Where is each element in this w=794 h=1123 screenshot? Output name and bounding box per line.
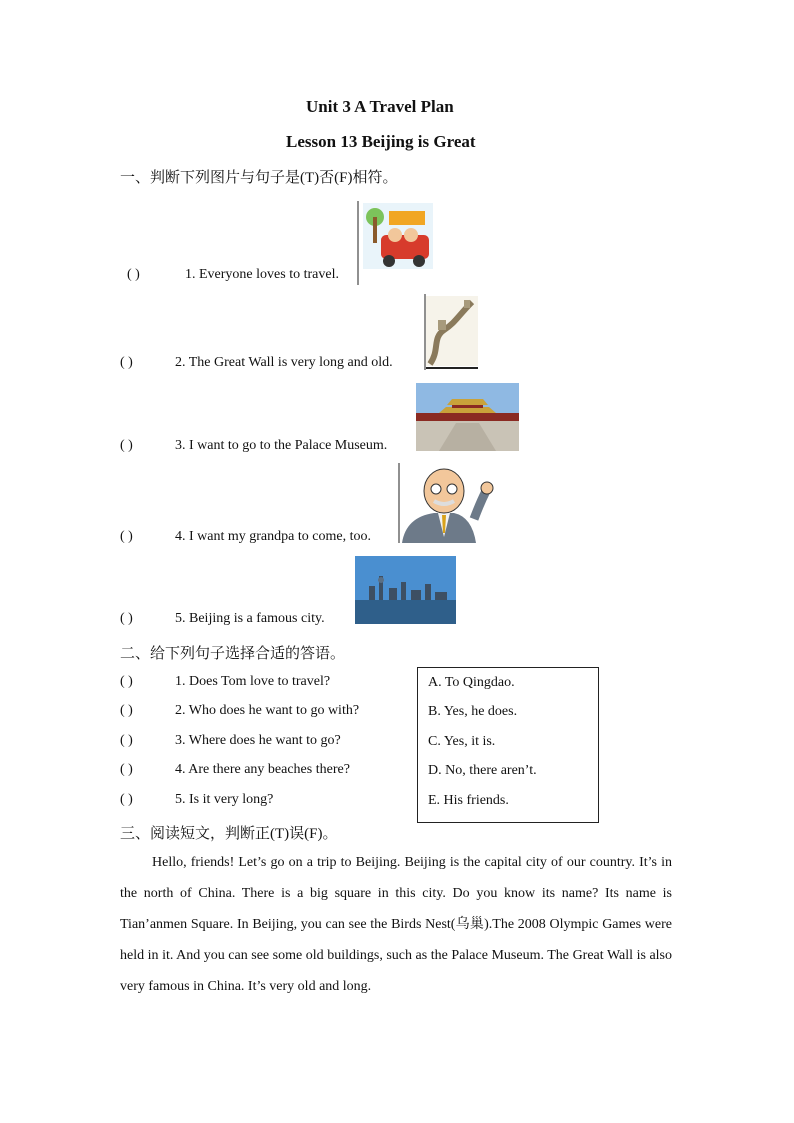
answer-blank[interactable]: ( ) — [120, 355, 133, 370]
answer-blank[interactable]: ( ) — [120, 792, 133, 807]
reading-passage: Hello, friends! Let’s go on a trip to Beijing. Beijing is the capital city of our country. It’s in the north of China. There is a big square in this city. Do you know its name? Its name is Tian’anmen Square. In Beijing, you can see the Birds Nest(乌巢).The 2008 Olympic Games were held in it. And you can see some old buildings, such as the Palace Museum. The Great Wall is also very famous in China. It’s very old and long. — [120, 855, 672, 994]
answer-option: A. To Qingdao. — [428, 675, 515, 690]
unit-title: Unit 3 A Travel Plan — [306, 97, 454, 116]
statement-text: 3. I want to go to the Palace Museum. — [175, 438, 388, 453]
section-1-heading: 一、判断下列图片与句子是(T)否(F)相符。 — [120, 170, 398, 186]
answer-option: C. Yes, it is. — [428, 734, 496, 749]
family-car-picture — [357, 201, 435, 285]
answer-blank[interactable]: ( ) — [120, 674, 133, 689]
answer-blank[interactable]: ( ) — [120, 703, 133, 718]
question-text: 2. Who does he want to go with? — [175, 703, 360, 718]
question-text: 4. Are there any beaches there? — [175, 762, 350, 777]
section-3-heading: 三、阅读短文，判断正(T)误(F)。 — [120, 826, 338, 842]
great-wall-picture — [424, 294, 480, 370]
answer-blank[interactable]: ( ) — [120, 733, 133, 748]
answer-blank[interactable]: ( ) — [120, 611, 133, 626]
question-text: 1. Does Tom love to travel? — [175, 674, 331, 689]
grandpa-picture — [398, 463, 496, 543]
section-2-heading: 二、给下列句子选择合适的答语。 — [120, 646, 346, 662]
question-text: 3. Where does he want to go? — [175, 733, 341, 748]
lesson-title: Lesson 13 Beijing is Great — [286, 132, 476, 151]
answer-option: B. Yes, he does. — [428, 704, 518, 719]
palace-museum-photo — [416, 383, 519, 451]
statement-text: 5. Beijing is a famous city. — [175, 611, 325, 626]
answer-option: D. No, there aren’t. — [428, 763, 537, 778]
statement-text: 1. Everyone loves to travel. — [185, 267, 339, 282]
answer-blank[interactable]: ( ) — [120, 529, 133, 544]
answer-blank[interactable]: ( ) — [120, 762, 133, 777]
answer-option: E. His friends. — [428, 793, 509, 808]
answer-options-box — [417, 667, 599, 823]
statement-text: 4. I want my grandpa to come, too. — [175, 529, 371, 544]
city-skyline-photo — [355, 556, 456, 624]
statement-text: 2. The Great Wall is very long and old. — [175, 355, 393, 370]
answer-blank[interactable]: ( ) — [120, 438, 133, 453]
question-text: 5. Is it very long? — [175, 792, 274, 807]
answer-blank[interactable]: ( ) — [127, 267, 140, 282]
